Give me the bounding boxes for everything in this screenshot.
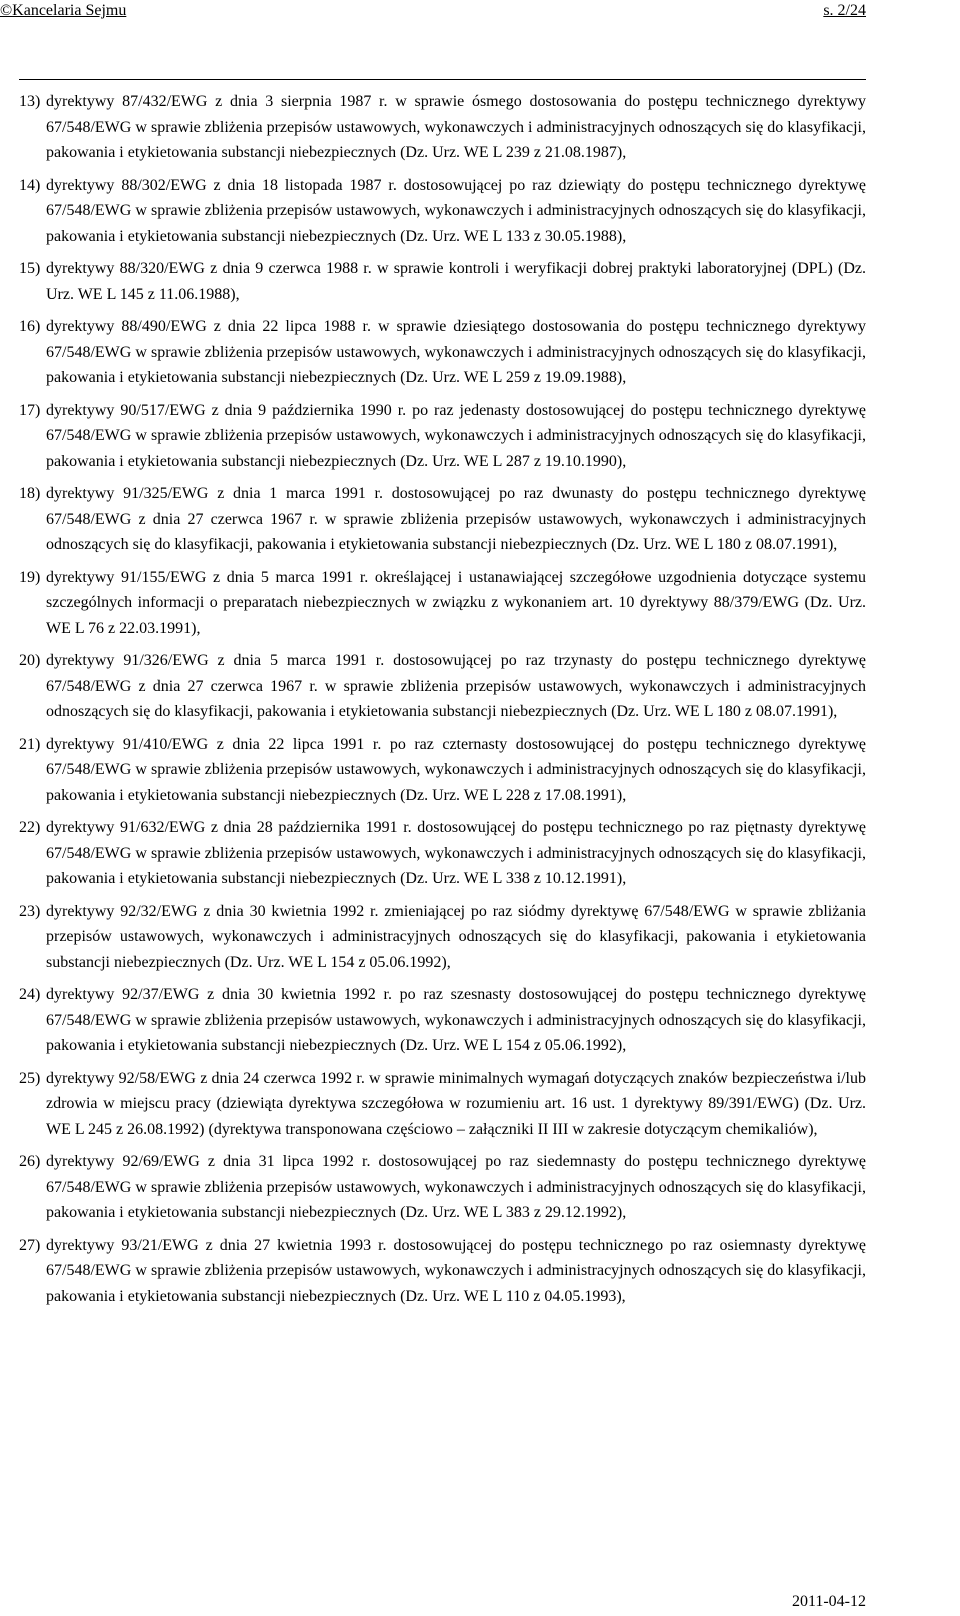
list-item-number: 15) [19, 260, 41, 277]
list-item [19, 815, 866, 892]
list-item-text: dyrektywy 92/32/EWG z dnia 30 kwietnia 1992 r. zmieniającej po raz siódmy dyrektywę 67/548/EWG w sprawie zbliżania przepisów ustawowych, wykonawczych i administracyjnych odnoszących się do klasyfikacji, pakowania i etykietowania substancji niebezpiecznych (Dz. Urz. WE L 154 z 05.06.1992), [46, 902, 866, 971]
list-item-text: dyrektywy 88/302/EWG z dnia 18 listopada 1987 r. dostosowującej po raz dziewiąty do postępu technicznego dyrektywę 67/548/EWG w sprawie zbliżenia przepisów ustawowych, wykonawczych i administracyjnych odnoszących się do klasyfikacji, pakowania i etykietowania substancji niebezpiecznych (Dz. Urz. WE L 133 z 30.05.1988), [46, 176, 866, 245]
list-item [19, 732, 866, 809]
list-item-number: 19) [19, 568, 41, 586]
list-item [19, 1149, 866, 1226]
list-item-text: dyrektywy 93/21/EWG z dnia 27 kwietnia 1993 r. dostosowującej do postępu technicznego po raz osiemnasty dyrektywę 67/548/EWG w sprawie zbliżenia przepisów ustawowych, wykonawczych i administracyjnych odnoszących się do klasyfikacji, pakowania i etykietowania substancji niebezpiecznych (Dz. Urz. WE L 110 z 04.05.1993), [46, 1236, 866, 1305]
list-item [19, 173, 866, 250]
list-item-text: dyrektywy 92/58/EWG z dnia 24 czerwca 1992 r. w sprawie minimalnych wymagań dotyczących znaków bezpieczeństwa i/lub zdrowia w miejscu pracy (dziewiąta dyrektywa szczegółowa w rozumieniu art. 16 ust. 1 dyrektywy 89/391/EWG) (Dz. Urz. WE L 245 z 26.08.1992) (dyrektywa transponowana częściowo – załączniki II III w zakresie dotyczącym chemikaliów), [46, 1069, 866, 1138]
list-item [19, 648, 866, 725]
list-item [19, 1233, 866, 1310]
list-item-text: dyrektywy 91/325/EWG z dnia 1 marca 1991 r. dostosowującej po raz dwunasty do postępu technicznego dyrektywę 67/548/EWG z dnia 27 czerwca 1967 r. w sprawie zbliżenia przepisów ustawowych, wykonawczych i administracyjnych odnoszących się do klasyfikacji, pakowania i etykietowania substancji niebezpiecznych (Dz. Urz. WE L 180 z 08.07.1991), [46, 485, 866, 553]
list-item-text: dyrektywy 92/69/EWG z dnia 31 lipca 1992 r. dostosowującej po raz siedemnasty do postępu technicznego dyrektywę 67/548/EWG w sprawie zbliżenia przepisów ustawowych, wykonawczych i administracyjnych odnoszących się do klasyfikacji, pakowania i etykietowania substancji niebezpiecznych (Dz. Urz. WE L 383 z 29.12.1992), [46, 1153, 866, 1221]
list-item [19, 314, 866, 391]
list-item [19, 899, 866, 976]
list-item [19, 565, 866, 642]
list-item-number: 26) [19, 1153, 41, 1170]
list-item-text: dyrektywy 91/155/EWG z dnia 5 marca 1991 r. określającej i ustanawiającej szczegółowe uzgodnienia dotyczące systemu szczególnych informacji o preparatach niebezpiecznych w związku z wykonaniem art. 10 dyrektywy 88/379/EWG (Dz. Urz. WE L 76 z 22.03.1991), [46, 568, 866, 637]
list-item-number: 13) [19, 93, 41, 110]
list-item [19, 398, 866, 475]
list-item [19, 982, 866, 1059]
list-item [19, 1066, 866, 1143]
list-item-number: 14) [19, 176, 41, 194]
list-item-text: dyrektywy 92/37/EWG z dnia 30 kwietnia 1992 r. po raz szesnasty dostosowującej do postępu technicznego dyrektywę 67/548/EWG w sprawie zbliżenia przepisów ustawowych, wykonawczych i administracyjnych odnoszących się do klasyfikacji, pakowania i etykietowania substancji niebezpiecznych (Dz. Urz. WE L 154 z 05.06.1992), [46, 986, 866, 1054]
list-item-number: 17) [19, 401, 41, 419]
list-item-text: dyrektywy 87/432/EWG z dnia 3 sierpnia 1987 r. w sprawie ósmego dostosowania do postępu technicznego dyrektywy 67/548/EWG w sprawie zbliżenia przepisów ustawowych, wykonawczych i administracyjnych odnoszących się do klasyfikacji, pakowania i etykietowania substancji niebezpiecznych (Dz. Urz. WE L 239 z 21.08.1987), [46, 93, 866, 161]
list-item-number: 23) [19, 902, 41, 920]
list-item-text: dyrektywy 88/320/EWG z dnia 9 czerwca 1988 r. w sprawie kontroli i weryfikacji dobrej praktyki laboratoryjnej (DPL) (Dz. Urz. WE L 145 z 11.06.1988), [46, 260, 866, 303]
list-item-text: dyrektywy 91/410/EWG z dnia 22 lipca 1991 r. po raz czternasty dostosowującej do postępu technicznego dyrektywę 67/548/EWG w sprawie zbliżenia przepisów ustawowych, wykonawczych i administracyjnych odnoszących się do klasyfikacji, pakowania i etykietowania substancji niebezpiecznych (Dz. Urz. WE L 228 z 17.08.1991), [46, 735, 866, 804]
list-item [19, 481, 866, 558]
list-item-text: dyrektywy 91/632/EWG z dnia 28 października 1991 r. dostosowującej do postępu technicznego po raz piętnasty dyrektywę 67/548/EWG w sprawie zbliżenia przepisów ustawowych, wykonawczych i administracyjnych odnoszących się do klasyfikacji, pakowania i etykietowania substancji niebezpiecznych (Dz. Urz. WE L 338 z 10.12.1991), [46, 819, 866, 887]
list-item-number: 24) [19, 986, 41, 1003]
list-item-number: 27) [19, 1236, 41, 1254]
list-item-number: 25) [19, 1069, 41, 1087]
footer-date: 2011-04-12 [791, 1593, 866, 1610]
list-item [19, 89, 866, 166]
list-item-number: 21) [19, 735, 41, 753]
list-item [19, 256, 866, 307]
list-item-text: dyrektywy 91/326/EWG z dnia 5 marca 1991 r. dostosowującej po raz trzynasty do postępu technicznego dyrektywę 67/548/EWG z dnia 27 czerwca 1967 r. w sprawie zbliżenia przepisów ustawowych, wykonawczych i administracyjnych odnoszących się do klasyfikacji, pakowania i etykietowania substancji niebezpiecznych (Dz. Urz. WE L 180 z 08.07.1991), [46, 652, 866, 720]
document-body [19, 89, 866, 1316]
list-item-number: 18) [19, 485, 41, 502]
list-item-text: dyrektywy 90/517/EWG z dnia 9 października 1990 r. po raz jedenasty dostosowującej do postępu technicznego dyrektywę 67/548/EWG w sprawie zbliżenia przepisów ustawowych, wykonawczych i administracyjnych odnoszących się do klasyfikacji, pakowania i etykietowania substancji niebezpiecznych (Dz. Urz. WE L 287 z 19.10.1990), [46, 401, 866, 470]
list-item-number: 20) [19, 652, 41, 669]
page-header [0, 0, 866, 24]
list-item-text: dyrektywy 88/490/EWG z dnia 22 lipca 1988 r. w sprawie dziesiątego dostosowania do postępu technicznego dyrektywy 67/548/EWG w sprawie zbliżenia przepisów ustawowych, wykonawczych i administracyjnych odnoszących się do klasyfikacji, pakowania i etykietowania substancji niebezpiecznych (Dz. Urz. WE L 259 z 19.09.1988), [46, 318, 866, 386]
list-item-number: 22) [19, 819, 41, 836]
header-divider [19, 79, 866, 80]
copyright-link[interactable]: ©Kancelaria Sejmu [0, 2, 127, 19]
list-item-number: 16) [19, 318, 41, 335]
page-number-link[interactable]: s. 2/24 [823, 2, 866, 19]
